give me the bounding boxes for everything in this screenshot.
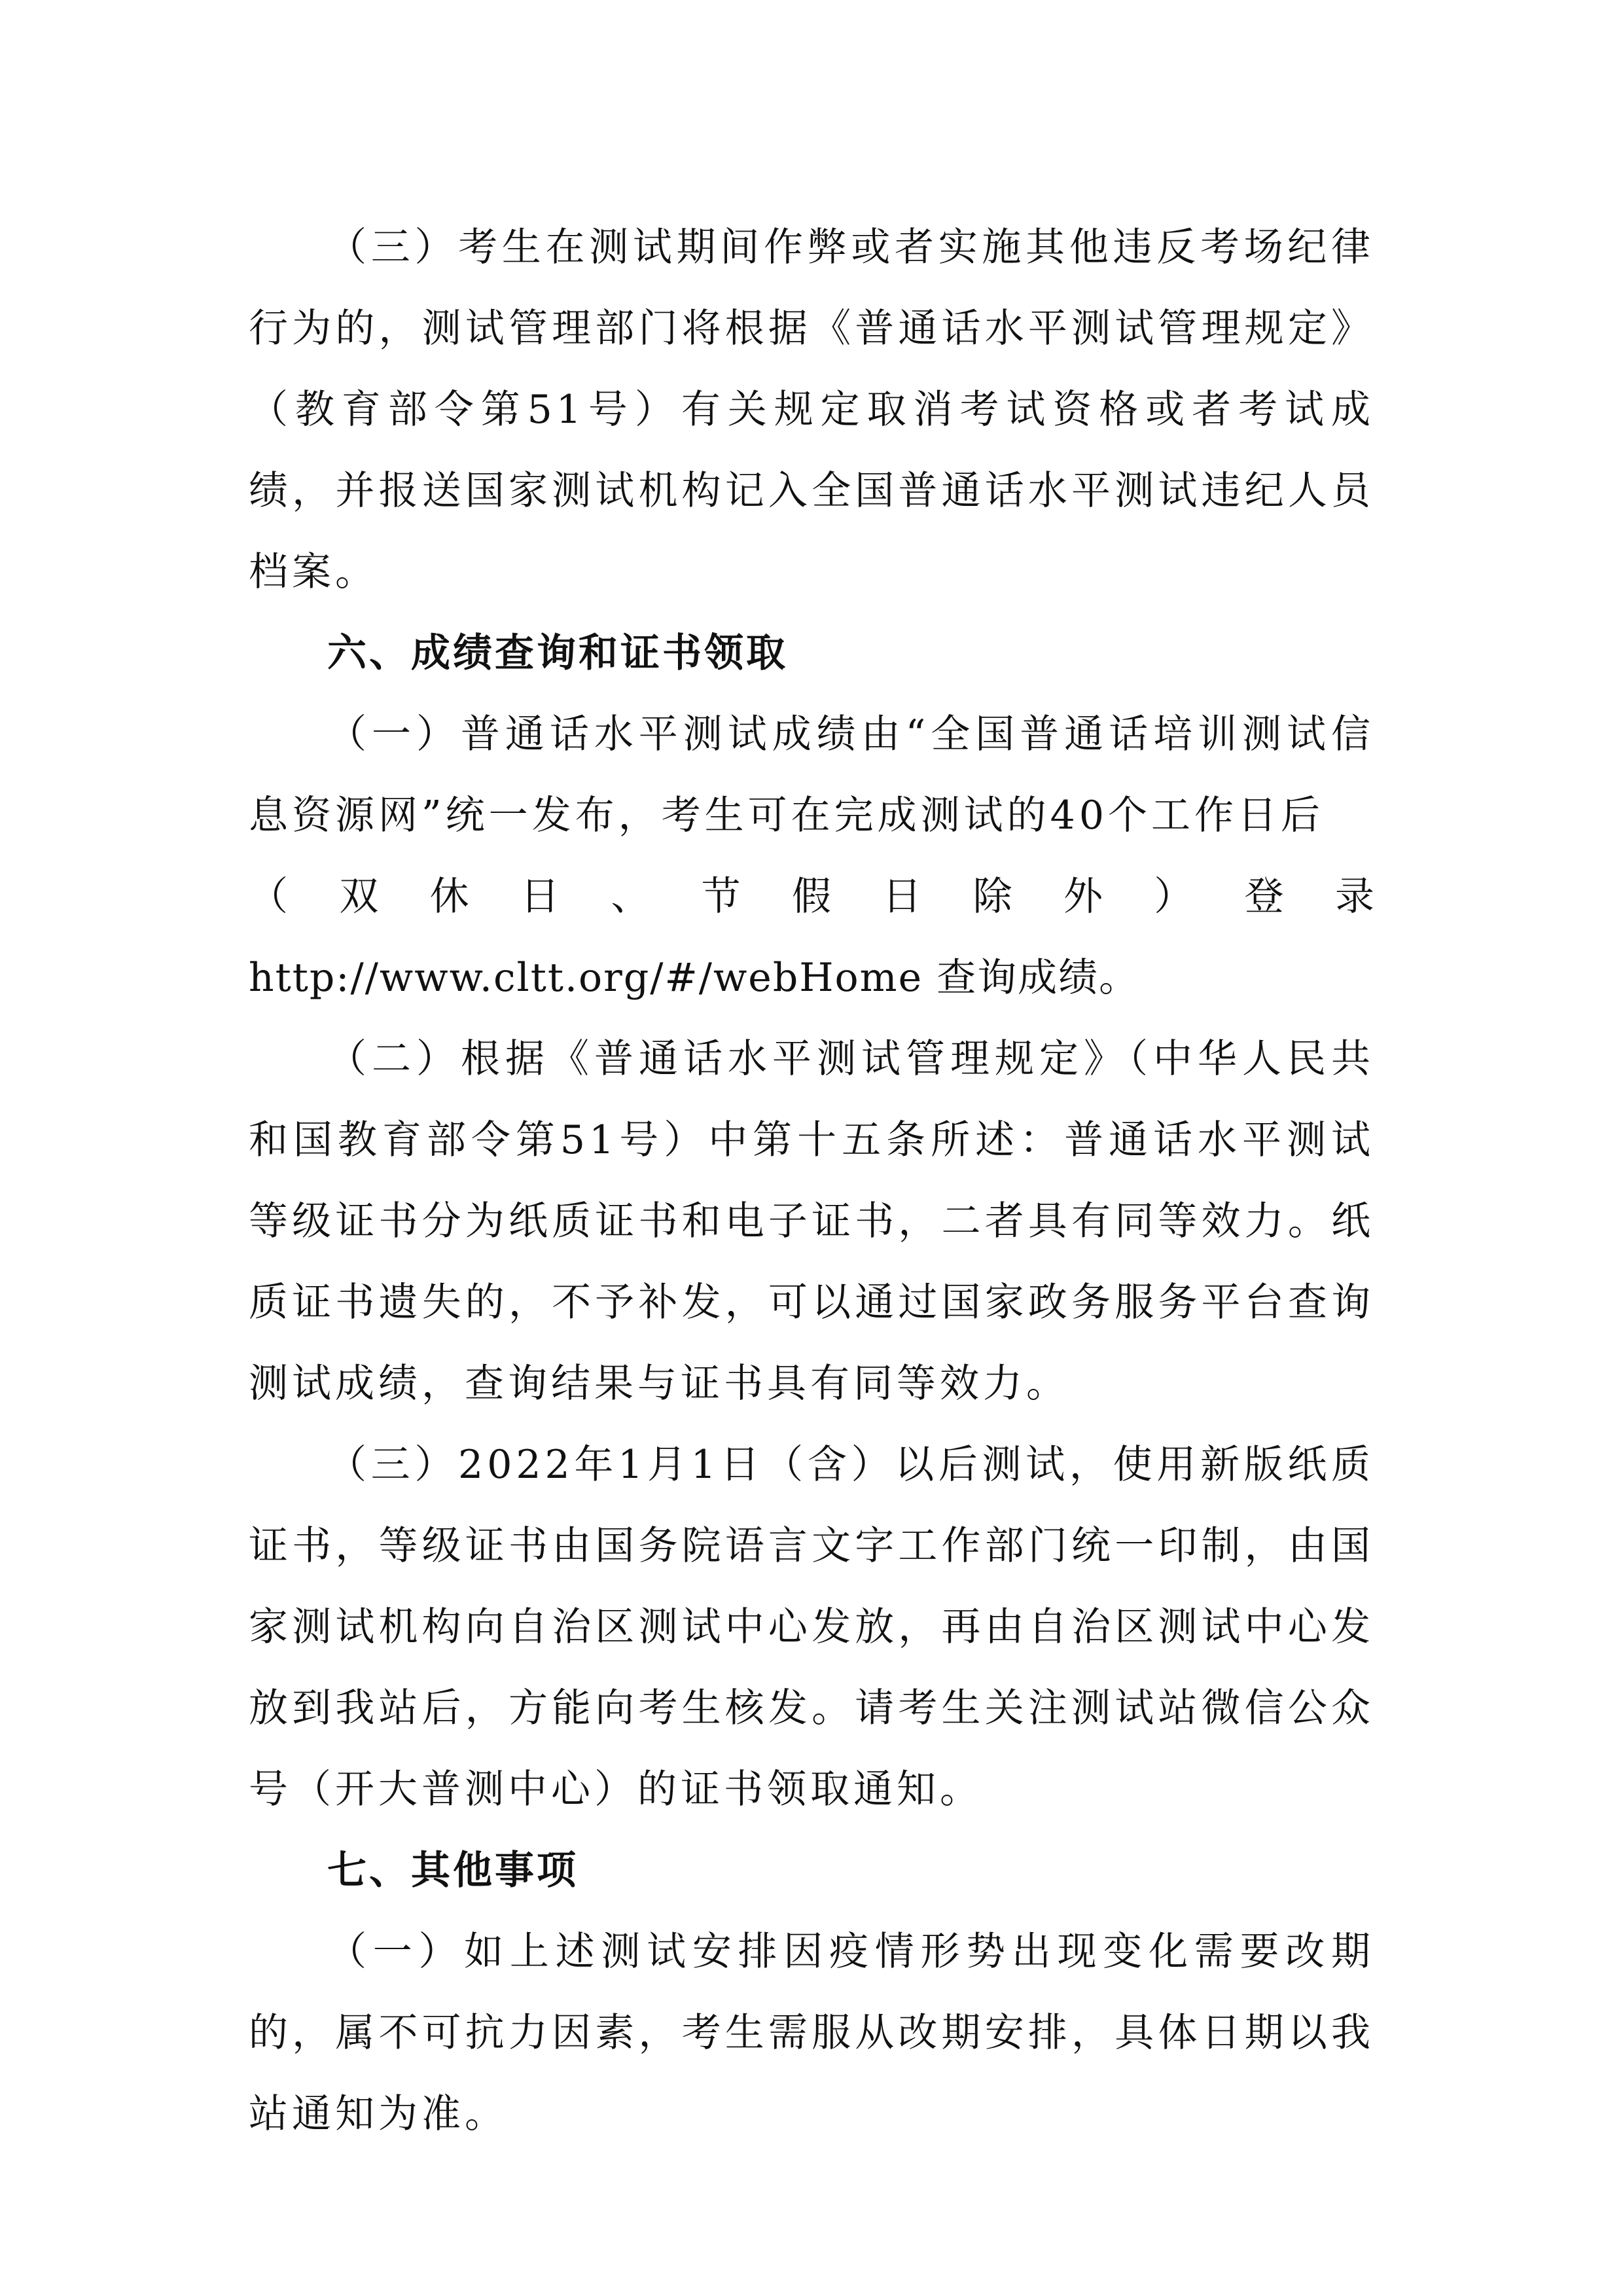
paragraph-reschedule: （一）如上述测试安排因疫情形势出现变化需要改期的，属不可抗力因素，考生需服从改期安排，具体日期以我站通知为准。 — [249, 1929, 1374, 2137]
spread-char: ） — [1154, 874, 1194, 920]
spread-char: 日 — [882, 874, 922, 920]
spread-char: 除 — [972, 874, 1012, 920]
spread-char: 日 — [520, 874, 560, 920]
spread-char: 登 — [1244, 874, 1284, 920]
spread-char: 节 — [701, 874, 741, 920]
spread-char: （ — [249, 874, 288, 920]
spread-text-line — [249, 856, 1374, 937]
paragraph-certificate-types: （二）根据《普通话水平测试管理规定》（中华人民共和国教育部令第51号）中第十五条所述：普通话水平测试等级证书分为纸质证书和电子证书，二者具有同等效力。纸质证书遗失的，不予补发，可以通过国家政务服务平台查询测试成绩，查询结果与证书具有同等效力。 — [249, 1036, 1374, 1407]
spread-char: 休 — [429, 874, 469, 920]
spread-char: 外 — [1063, 874, 1103, 920]
section-heading-score-certificate: 六、成绩查询和证书领取 — [327, 630, 788, 676]
spread-char: 假 — [791, 874, 831, 920]
spread-char: 、 — [611, 874, 651, 920]
score-query-url-line: http://www.cltt.org/#/webHome 查询成绩。 — [249, 955, 1140, 1001]
spread-char: 录 — [1334, 874, 1374, 920]
paragraph-score-query: （一）普通话水平测试成绩由“全国普通话培训测试信息资源网”统一发布，考生可在完成测试的40个工作日后 — [249, 711, 1374, 838]
paragraph-cheating-rules: （三）考生在测试期间作弊或者实施其他违反考场纪律行为的，测试管理部门将根据《普通话水平测试管理规定》（教育部令第51号）有关规定取消考试资格或者考试成绩，并报送国家测试机构记入全国普通话水平测试违纪人员档案。 — [249, 224, 1374, 595]
spread-char: 双 — [339, 874, 379, 920]
paragraph-new-certificate: （三）2022年1月1日（含）以后测试，使用新版纸质证书，等级证书由国务院语言文字工作部门统一印制，由国家测试机构向自治区测试中心发放，再由自治区测试中心发放到我站后，方能向考生核发。请考生关注测试站微信公众号（开大普测中心）的证书领取通知。 — [249, 1442, 1374, 1812]
document-body — [249, 207, 1374, 2155]
section-heading-other-matters: 七、其他事项 — [327, 1848, 579, 1893]
